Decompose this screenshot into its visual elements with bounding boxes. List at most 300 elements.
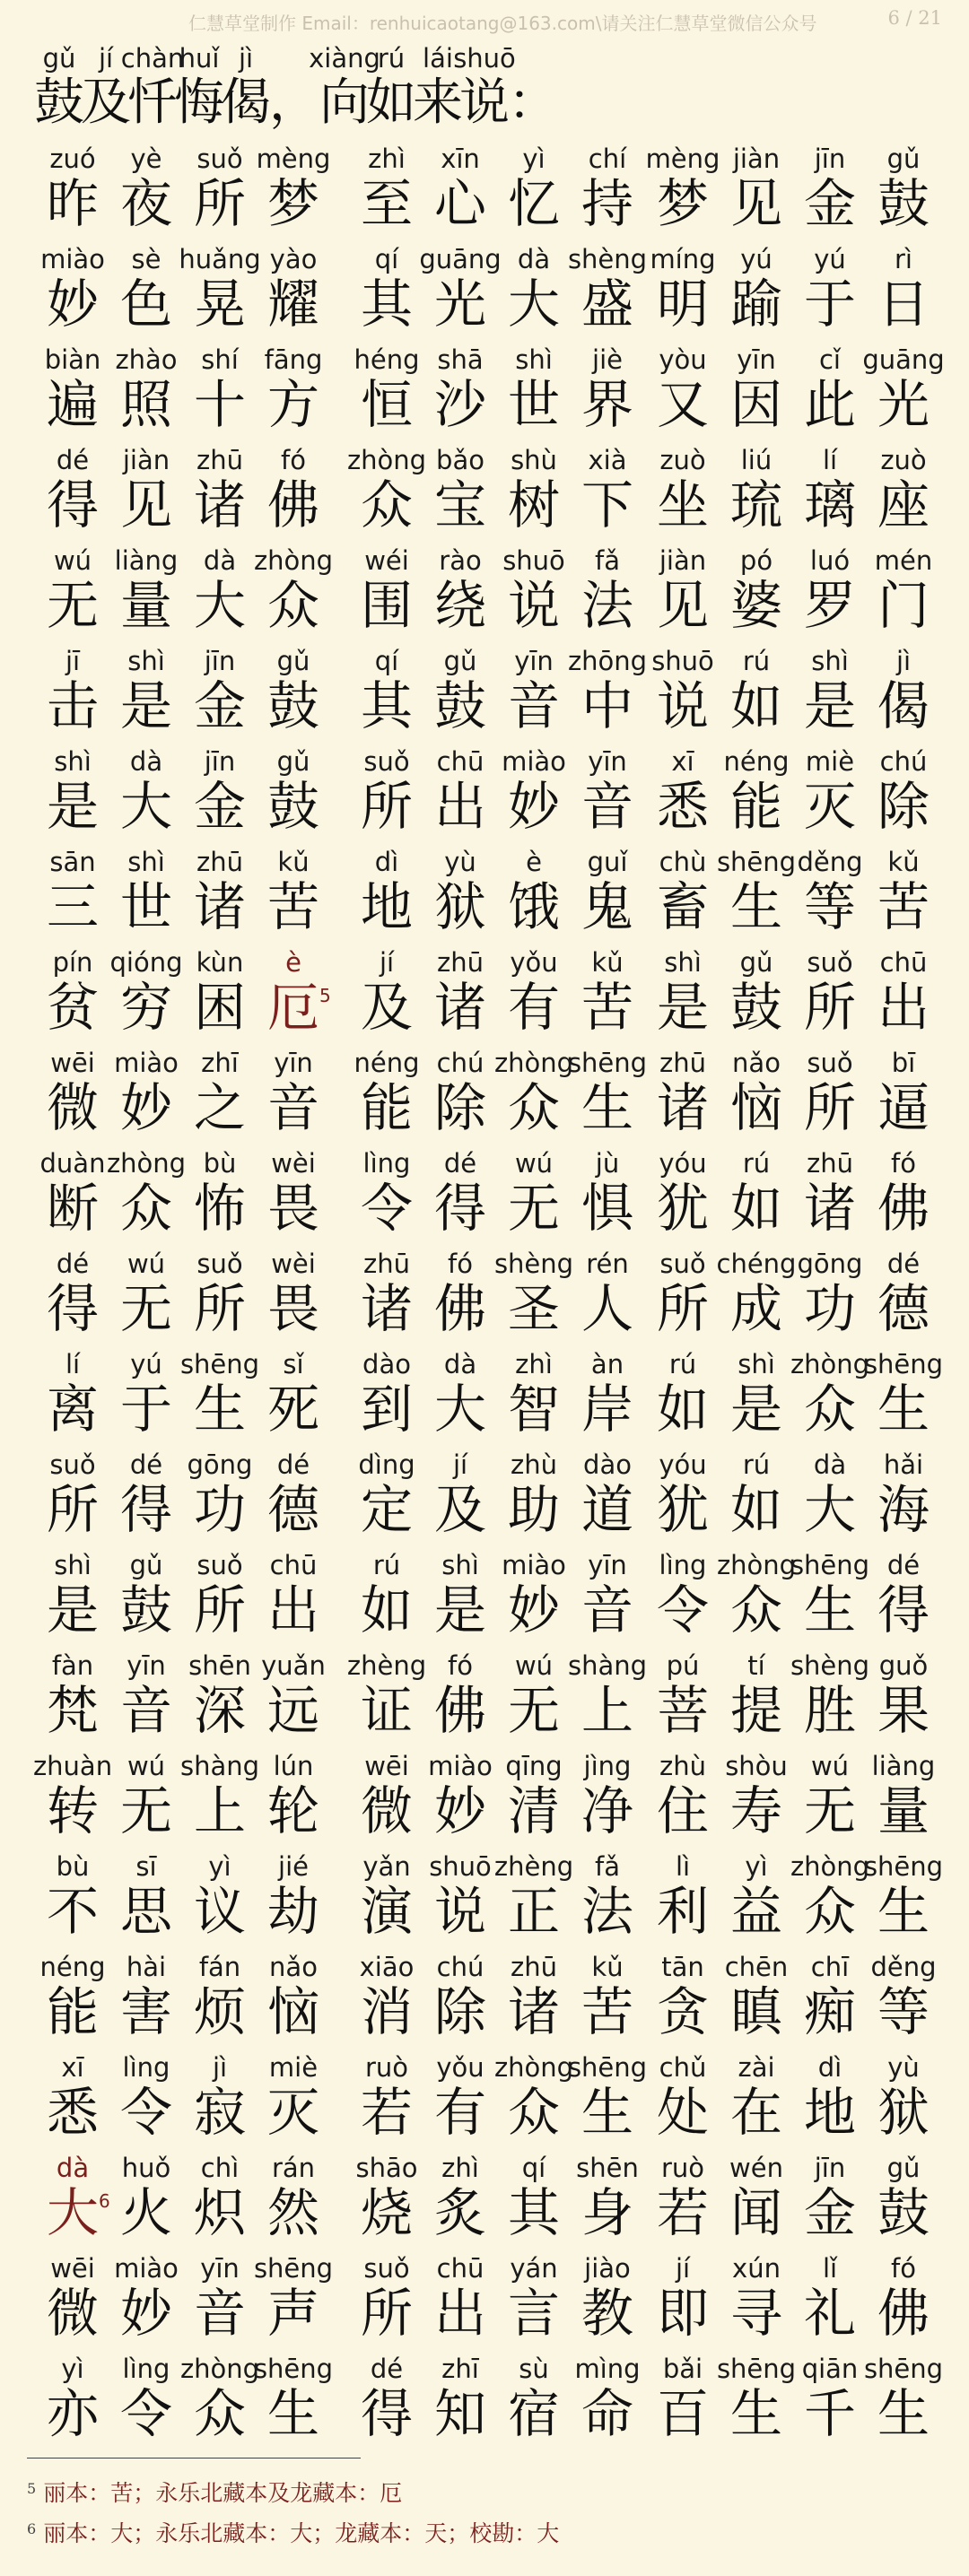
- hanzi: 灭: [803, 776, 856, 837]
- hanzi: 利: [656, 1881, 709, 1942]
- hanzi: 畏: [266, 1278, 319, 1339]
- verse-character: [36, 2251, 109, 2344]
- verse-phrase: [350, 945, 644, 1038]
- hanzi: 苦: [266, 876, 319, 937]
- verse-character: [867, 1548, 940, 1638]
- verse-character: [862, 343, 945, 435]
- verse-character: [36, 1548, 109, 1638]
- hanzi: 住: [656, 1780, 709, 1841]
- verse-character: [183, 544, 257, 636]
- verse-character: [423, 1247, 497, 1339]
- verse-row: [0, 1649, 969, 1749]
- verse-row: [0, 744, 969, 845]
- pinyin: dé: [886, 1550, 921, 1580]
- verse-character: [646, 1950, 720, 2040]
- hanzi: 其: [360, 675, 413, 736]
- pinyin: zhū: [363, 1249, 410, 1279]
- hanzi: 十: [193, 374, 246, 435]
- verse-character: [793, 443, 867, 533]
- hanzi: 鼓: [877, 173, 930, 234]
- hanzi: 大: [46, 2182, 99, 2243]
- hanzi: 三: [46, 876, 99, 937]
- header-watermark-text: 仁慧草堂制作 Email：renhuicaotang@163.com\请关注仁慧草堂微信公众号: [188, 13, 817, 34]
- pinyin: dà: [443, 1349, 477, 1379]
- hanzi: 向: [319, 74, 370, 132]
- hanzi: 声: [266, 2283, 319, 2344]
- verse-character: [793, 2352, 867, 2444]
- hanzi: 见: [729, 173, 782, 234]
- pinyin: jìng: [583, 1751, 632, 1781]
- pinyin: gōng: [187, 1449, 253, 1480]
- verse-character: [646, 845, 720, 935]
- hanzi: 昨: [46, 173, 99, 234]
- verse-character: [183, 2050, 257, 2143]
- verse-character: [571, 544, 644, 636]
- pinyin: zhòng: [790, 1851, 870, 1882]
- hanzi: 犹: [656, 1178, 709, 1239]
- hanzi: 亦: [46, 2383, 99, 2444]
- verse-phrase: [350, 1347, 644, 1440]
- footnote-marker: 5: [319, 985, 331, 1006]
- verse-character: [571, 443, 644, 533]
- pinyin: miè: [805, 746, 855, 777]
- hanzi: 畏: [266, 1178, 319, 1239]
- verse-character: [350, 1046, 423, 1136]
- verse-character: [423, 2352, 497, 2444]
- hanzi: 恼: [266, 1981, 319, 2042]
- verse-phrase: [36, 1649, 330, 1741]
- hanzi: 量: [119, 575, 172, 636]
- verse-phrase: [646, 1649, 940, 1741]
- pinyin: lìng: [122, 2354, 170, 2384]
- verse-character: [571, 142, 644, 234]
- pinyin: suǒ: [49, 1449, 96, 1480]
- hanzi: 得: [46, 1278, 99, 1339]
- hanzi: 岸: [581, 1379, 633, 1440]
- hanzi: 苦: [877, 876, 930, 937]
- hanzi: 生: [581, 1077, 633, 1138]
- pinyin: jīn: [204, 746, 236, 777]
- hanzi: 沙: [433, 374, 486, 435]
- verse-character: [350, 1950, 423, 2040]
- verse-character: [183, 443, 257, 533]
- pinyin: gǔ: [443, 646, 477, 676]
- verse-character: [36, 142, 109, 234]
- verse-character: [257, 1749, 330, 1839]
- hanzi: 妙: [507, 1580, 560, 1640]
- verse-phrase: [350, 242, 648, 335]
- verse-character: [497, 1146, 571, 1239]
- hanzi: 佛: [266, 474, 319, 535]
- pinyin: liú: [740, 445, 773, 475]
- page-number: 6 / 21: [887, 7, 942, 29]
- hanzi: 有: [433, 2082, 486, 2143]
- pinyin: jí: [452, 1449, 468, 1480]
- verse-character: [179, 2352, 260, 2444]
- hanzi: 诸: [507, 1981, 560, 2042]
- hanzi: 是: [729, 1379, 782, 1440]
- verse-phrase: [350, 544, 644, 636]
- hanzi: 鬼: [581, 876, 633, 937]
- verse-phrase: [350, 744, 644, 837]
- pinyin: shì: [811, 646, 849, 676]
- pinyin: dào: [583, 1449, 632, 1480]
- hanzi: 微: [46, 1077, 99, 1138]
- hanzi: 苦: [581, 1981, 633, 2042]
- hanzi: 众: [507, 1077, 560, 1138]
- verse-character: [793, 242, 867, 335]
- verse-character: [350, 2151, 423, 2241]
- pinyin: gǔ: [129, 1550, 163, 1580]
- pinyin: shì: [515, 344, 553, 375]
- pinyin: fāng: [264, 344, 323, 375]
- hanzi: 断: [46, 1178, 99, 1239]
- verse-character: [257, 2151, 330, 2241]
- pinyin: jiè: [592, 344, 623, 375]
- verse-phrase: [645, 142, 940, 234]
- verse-character: [350, 644, 423, 734]
- verse-character: [646, 443, 720, 533]
- hanzi: 深: [193, 1680, 246, 1741]
- pinyin: sè: [131, 244, 162, 274]
- hanzi: 苦: [581, 977, 633, 1038]
- verse-character: [36, 2151, 109, 2241]
- pinyin: shì: [54, 1550, 92, 1580]
- hanzi: 所: [193, 1580, 246, 1640]
- verse-character: [109, 845, 183, 935]
- pinyin: yè: [130, 144, 162, 174]
- verse-phrase: [646, 1046, 940, 1136]
- hanzi: 寂: [193, 2082, 246, 2143]
- verse-character: [571, 1749, 644, 1839]
- verse-character: [793, 2151, 867, 2241]
- pinyin: pó: [739, 545, 773, 576]
- verse-character: [867, 2050, 940, 2143]
- hanzi: 鼓: [433, 675, 486, 736]
- hanzi: 令: [119, 2082, 172, 2143]
- verse-row: [0, 343, 969, 443]
- verse-character: [867, 242, 940, 335]
- pinyin: shuō: [429, 1851, 492, 1882]
- pinyin: huǎng: [179, 244, 261, 274]
- verse-character: [109, 1950, 183, 2040]
- pinyin: jié: [278, 1851, 309, 1882]
- hanzi: 功: [803, 1278, 856, 1339]
- verse-character: [863, 1347, 944, 1440]
- verse-character: [867, 1649, 940, 1741]
- hanzi: 众: [803, 1881, 856, 1942]
- pinyin: dà: [129, 746, 163, 777]
- pinyin: dà: [56, 2153, 90, 2183]
- pinyin: yù: [887, 2052, 920, 2083]
- verse-character: [497, 343, 571, 435]
- hanzi: 音: [581, 776, 633, 837]
- verse-phrase: [36, 2352, 334, 2444]
- hanzi: 所: [656, 1278, 709, 1339]
- verse-phrase: [350, 2251, 644, 2344]
- verse-phrase: [36, 945, 331, 1038]
- verse-character: [790, 1649, 870, 1741]
- hanzi: 助: [507, 1479, 560, 1540]
- verse-phrase: [36, 2050, 330, 2143]
- verse-character: [423, 443, 497, 533]
- pinyin: yào: [269, 244, 318, 274]
- verse-character: [493, 1247, 574, 1339]
- hanzi: 上: [581, 1680, 633, 1741]
- pinyin: wú: [810, 1751, 850, 1781]
- hanzi: 所: [360, 776, 413, 837]
- verse-phrase: [36, 142, 331, 234]
- verse-character: [646, 242, 720, 335]
- pinyin: dé: [276, 1449, 310, 1480]
- pinyin: miào: [40, 244, 105, 274]
- hanzi: 心: [433, 173, 486, 234]
- verse-character: [867, 142, 940, 234]
- verse-character: [423, 1146, 497, 1239]
- verse-phrase: [646, 1347, 944, 1440]
- hanzi: 大: [433, 1379, 486, 1440]
- hanzi: 狱: [433, 876, 486, 937]
- hanzi: 无: [119, 1278, 172, 1339]
- pinyin: gǔ: [886, 144, 921, 174]
- hanzi: 饿: [507, 876, 560, 937]
- verse-phrase: [350, 1448, 644, 1540]
- hanzi: 婆: [729, 575, 782, 636]
- pinyin: rán: [271, 2153, 316, 2183]
- hanzi: 德: [266, 1479, 319, 1540]
- hanzi: 众: [729, 1580, 782, 1640]
- verse-character: [257, 343, 330, 435]
- pinyin: gōng: [797, 1249, 863, 1279]
- verse-character: [350, 343, 423, 435]
- pinyin: jīn: [814, 2153, 846, 2183]
- hanzi: 法: [581, 1881, 633, 1942]
- pinyin: tān: [661, 1952, 704, 1982]
- hanzi: 是: [46, 1580, 99, 1640]
- pinyin: mén: [874, 545, 933, 576]
- hanzi: 说: [507, 575, 560, 636]
- hanzi: 净: [581, 1780, 633, 1841]
- verse-character: [567, 1649, 648, 1741]
- hanzi: 妙: [507, 776, 560, 837]
- pinyin: guāng: [862, 344, 945, 375]
- pinyin: chí: [588, 144, 627, 174]
- hanzi: 大: [803, 1479, 856, 1540]
- verse-character: [106, 1146, 187, 1239]
- verse-character: [350, 2251, 423, 2344]
- hanzi: 金: [193, 776, 246, 837]
- pinyin: zhèng: [346, 1650, 427, 1681]
- verse-phrase: [350, 845, 644, 935]
- hanzi: 所: [193, 1278, 246, 1339]
- hanzi: 生: [729, 2383, 782, 2444]
- pinyin: xún: [732, 2253, 781, 2284]
- verse-character: [183, 1849, 257, 1942]
- pinyin: bù: [56, 1851, 90, 1882]
- hanzi: 是: [656, 977, 709, 1038]
- verse-character: [257, 945, 331, 1038]
- verse-character: [867, 1749, 940, 1839]
- pinyin: gǔ: [42, 43, 76, 74]
- hanzi: 犹: [656, 1479, 709, 1540]
- pinyin: rào: [439, 545, 482, 576]
- verse-row: [0, 1347, 969, 1448]
- verse-character: [493, 1849, 574, 1942]
- verse-character: [646, 644, 720, 734]
- pinyin: guǐ: [587, 847, 628, 877]
- hanzi: 下: [581, 474, 633, 535]
- hanzi: 烧: [360, 2182, 413, 2243]
- hanzi: 生: [803, 1580, 856, 1640]
- pinyin: wéi: [364, 545, 409, 576]
- hanzi: 恒: [360, 374, 413, 435]
- verse-character: [109, 1046, 183, 1136]
- hanzi: 晃: [193, 274, 246, 335]
- verse-character: [109, 1247, 183, 1339]
- pinyin: shēng: [790, 1550, 870, 1580]
- verse-character: [646, 2050, 720, 2143]
- hanzi: 见: [119, 474, 172, 535]
- verse-character: [36, 2352, 109, 2444]
- verse-phrase: [646, 1247, 940, 1339]
- hanzi: 生: [877, 1379, 930, 1440]
- verse-character: [423, 1046, 497, 1136]
- verse-character: [423, 1448, 497, 1540]
- verse-character: [36, 1448, 109, 1540]
- pinyin: zuó: [49, 144, 96, 174]
- pinyin: chú: [879, 746, 928, 777]
- verse-character: [567, 644, 648, 736]
- pinyin: děng: [870, 1952, 937, 1982]
- pinyin: wú: [514, 1650, 554, 1681]
- verse-character: [257, 1548, 330, 1638]
- verse-character: [497, 142, 571, 234]
- verse-row: [0, 1247, 969, 1347]
- pinyin: è: [285, 947, 301, 978]
- verse-character: [109, 544, 183, 636]
- pinyin: yú: [740, 244, 773, 274]
- hanzi: 地: [803, 2082, 856, 2143]
- hanzi: 无: [119, 1780, 172, 1841]
- hanzi: 出: [433, 2283, 486, 2344]
- hanzi: 即: [656, 2283, 709, 2344]
- verse-character: [720, 1448, 793, 1540]
- verse-row: [0, 945, 969, 1046]
- verse-character: [571, 945, 644, 1038]
- hanzi: 法: [581, 575, 633, 636]
- verse-phrase: [36, 1448, 330, 1540]
- pinyin: chǔ: [659, 2052, 707, 2083]
- verse-character: [497, 443, 571, 533]
- pinyin: děng: [797, 847, 863, 877]
- pinyin: shuō: [651, 646, 714, 676]
- hanzi: 遍: [46, 374, 99, 435]
- pinyin: yīn: [588, 746, 627, 777]
- pinyin: zhòng: [493, 2052, 574, 2083]
- pinyin: zhù: [659, 1751, 706, 1781]
- hanzi: 贫: [46, 977, 99, 1038]
- pinyin: jiàn: [659, 545, 707, 576]
- verse-character: [256, 142, 331, 234]
- hanzi: 转: [46, 1780, 99, 1841]
- verse-character: [867, 945, 940, 1038]
- verse-row: [0, 845, 969, 945]
- verse-character: [257, 1347, 330, 1440]
- verse-character: [120, 41, 185, 132]
- verse-character: [183, 644, 257, 734]
- hanzi: 议: [193, 1881, 246, 1942]
- hanzi: 火: [119, 2182, 172, 2243]
- verse-character: [350, 1448, 423, 1540]
- pinyin: àn: [590, 1349, 624, 1379]
- verse-character: [793, 945, 867, 1038]
- pinyin: yīn: [127, 1650, 166, 1681]
- verse-character: [793, 1448, 867, 1540]
- pinyin: yì: [61, 2354, 84, 2384]
- pinyin: chēn: [724, 1952, 789, 1982]
- pinyin: zhū: [437, 947, 484, 978]
- verse-phrase: [32, 1749, 330, 1841]
- verse-phrase: [646, 945, 940, 1038]
- hanzi: 困: [193, 977, 246, 1038]
- verse-character: [793, 1046, 867, 1136]
- verse-character: [646, 1849, 720, 1942]
- intro-line: [34, 41, 558, 132]
- pinyin: rú: [742, 1449, 771, 1480]
- hanzi: 生: [266, 2383, 319, 2444]
- pinyin: dé: [370, 2354, 404, 2384]
- pinyin: shuō: [502, 545, 565, 576]
- hanzi: 诸: [803, 1178, 856, 1239]
- pinyin: shuō: [453, 43, 516, 74]
- pinyin: míng: [650, 244, 716, 274]
- hanzi: 悉: [46, 2082, 99, 2143]
- verse-character: [493, 1046, 574, 1138]
- pinyin: zuò: [659, 445, 706, 475]
- verse-character: [36, 744, 109, 837]
- verse-character: [176, 41, 223, 131]
- verse-phrase: [350, 1849, 644, 1942]
- pinyin: chù: [659, 847, 707, 877]
- footnote-text: 丽本：大；永乐北藏本：大；龙藏本：天；校勘：大: [43, 2520, 560, 2546]
- verse-character: [350, 1548, 423, 1638]
- hanzi: 害: [119, 1981, 172, 2042]
- pinyin: fǎ: [595, 1851, 620, 1882]
- pinyin: yòu: [659, 344, 707, 375]
- hanzi: 果: [877, 1680, 930, 1741]
- pinyin: suǒ: [363, 746, 410, 777]
- verse-character: [793, 1749, 867, 1839]
- verse-character: [257, 1849, 330, 1942]
- pinyin: zhòng: [253, 545, 334, 576]
- hanzi: 教: [581, 2283, 633, 2344]
- verse-character: [257, 744, 330, 837]
- verse-character: [32, 1749, 113, 1841]
- hanzi: 至: [360, 173, 413, 234]
- verse-character: [257, 1247, 330, 1339]
- verse-character: [793, 2251, 867, 2344]
- hanzi: 于: [803, 274, 856, 335]
- pinyin: ruò: [364, 2052, 409, 2083]
- pinyin: shì: [738, 1349, 775, 1379]
- hanzi: 众: [507, 2082, 560, 2143]
- verse-character: [793, 142, 867, 234]
- page-header: [0, 0, 969, 36]
- pinyin: dé: [443, 1148, 477, 1179]
- verse-character: [419, 242, 502, 335]
- verse-row: [0, 1046, 969, 1146]
- hanzi: 来: [413, 74, 463, 132]
